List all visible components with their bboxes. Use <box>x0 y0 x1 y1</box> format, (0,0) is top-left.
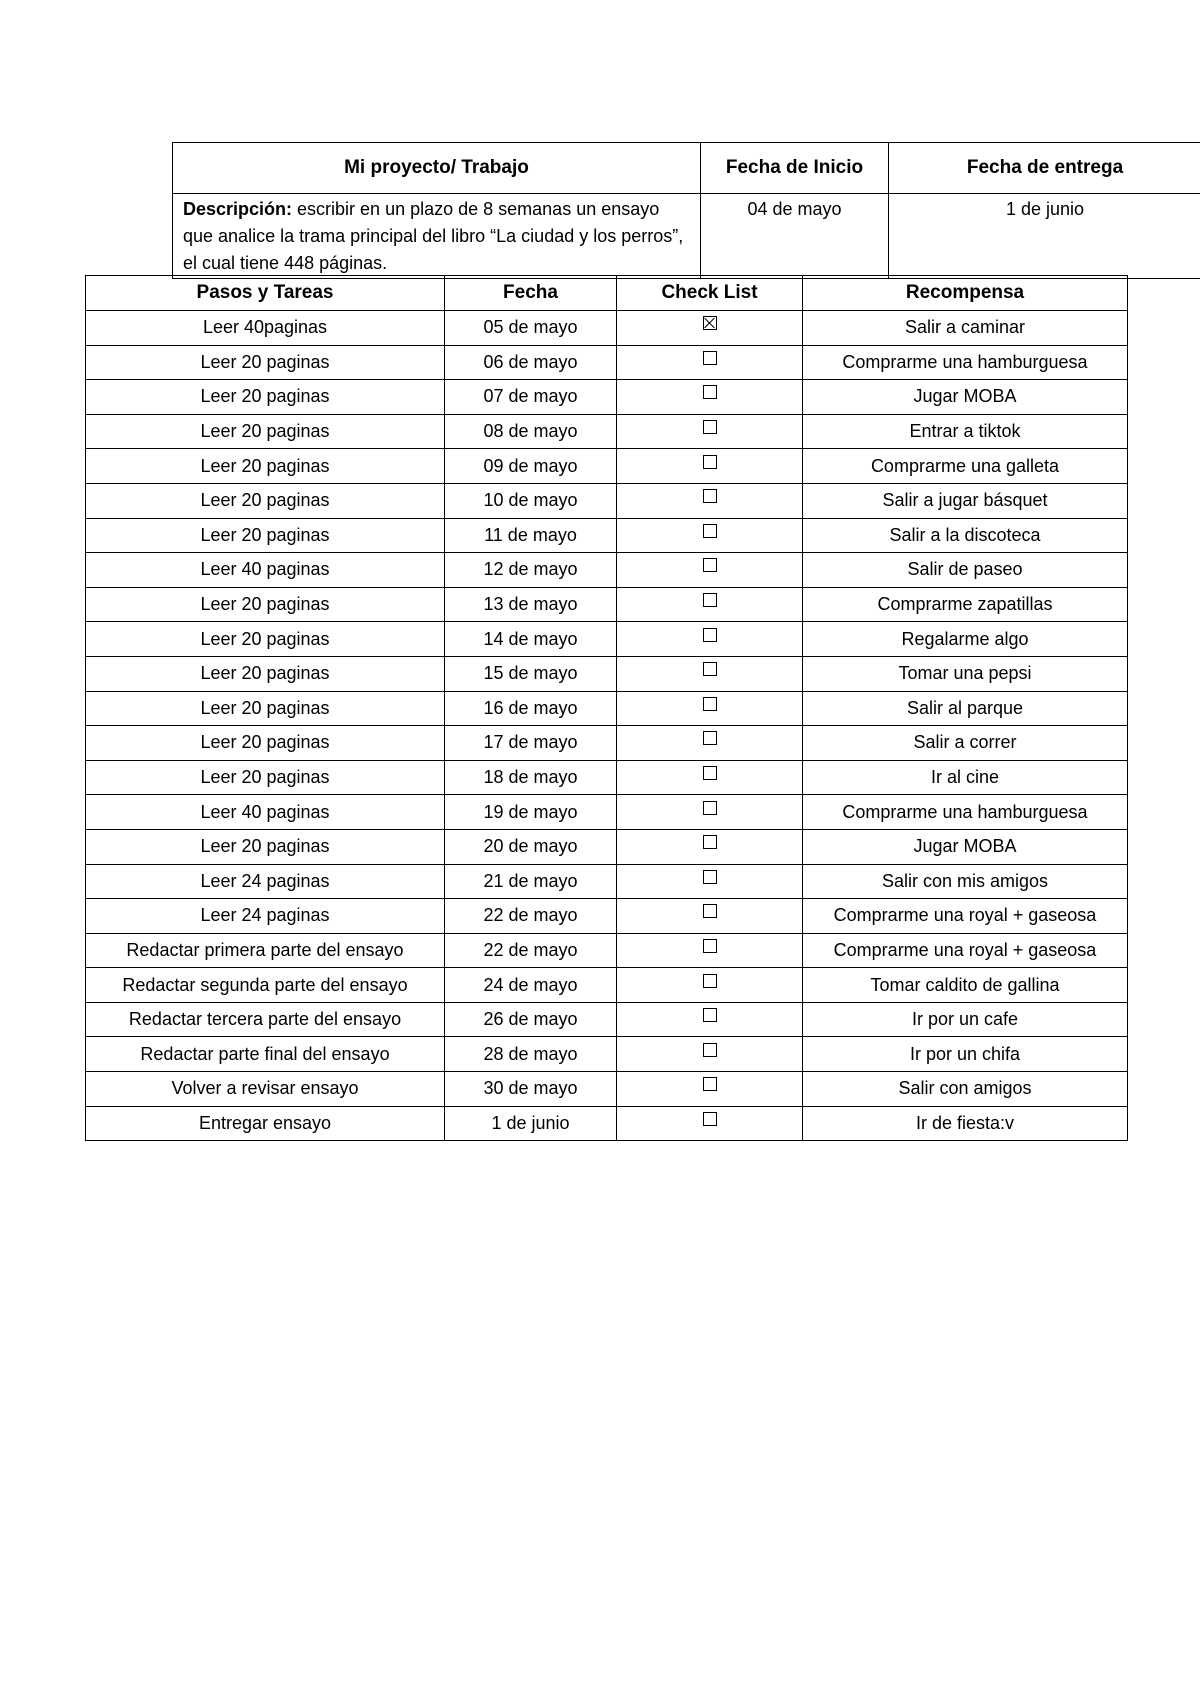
task-check-cell <box>617 587 803 622</box>
unchecked-checkbox[interactable] <box>703 628 717 642</box>
unchecked-checkbox[interactable] <box>703 766 717 780</box>
table-row <box>86 691 1128 726</box>
task-reward: Regalarme algo <box>803 622 1128 657</box>
task-check-cell <box>617 726 803 761</box>
task-date: 14 de mayo <box>445 622 617 657</box>
unchecked-checkbox[interactable] <box>703 524 717 538</box>
unchecked-checkbox[interactable] <box>703 558 717 572</box>
unchecked-checkbox[interactable] <box>703 731 717 745</box>
task-check-cell <box>617 933 803 968</box>
task-date: 12 de mayo <box>445 553 617 588</box>
task-date: 22 de mayo <box>445 933 617 968</box>
table-row <box>86 726 1128 761</box>
task-check-cell <box>617 968 803 1003</box>
task-reward: Entrar a tiktok <box>803 414 1128 449</box>
task-step: Redactar segunda parte del ensayo <box>86 968 445 1003</box>
task-step: Leer 20 paginas <box>86 345 445 380</box>
unchecked-checkbox[interactable] <box>703 420 717 434</box>
due-date-value: 1 de junio <box>889 194 1200 279</box>
table-row <box>86 483 1128 518</box>
table-row <box>86 587 1128 622</box>
description-text: escribir en un plazo de 8 semanas un ensayo que analice la trama principal del libro “La ciudad y los perros”, el cual tiene 448 páginas. <box>183 199 684 273</box>
project-header-row <box>173 143 1200 194</box>
task-reward: Jugar MOBA <box>803 829 1128 864</box>
project-detail-row <box>173 194 1200 279</box>
task-date: 13 de mayo <box>445 587 617 622</box>
table-row <box>86 449 1128 484</box>
task-step: Leer 20 paginas <box>86 726 445 761</box>
table-row <box>86 864 1128 899</box>
table-row <box>86 829 1128 864</box>
unchecked-checkbox[interactable] <box>703 1077 717 1091</box>
unchecked-checkbox[interactable] <box>703 870 717 884</box>
task-date: 28 de mayo <box>445 1037 617 1072</box>
task-check-cell <box>617 311 803 346</box>
table-row <box>86 380 1128 415</box>
task-date: 26 de mayo <box>445 1002 617 1037</box>
task-step: Redactar parte final del ensayo <box>86 1037 445 1072</box>
task-step: Leer 40 paginas <box>86 553 445 588</box>
task-step: Redactar primera parte del ensayo <box>86 933 445 968</box>
unchecked-checkbox[interactable] <box>703 593 717 607</box>
task-check-cell <box>617 829 803 864</box>
task-step: Leer 20 paginas <box>86 483 445 518</box>
task-date: 05 de mayo <box>445 311 617 346</box>
task-step: Leer 24 paginas <box>86 864 445 899</box>
table-row <box>86 1106 1128 1141</box>
task-reward: Comprarme zapatillas <box>803 587 1128 622</box>
task-date: 20 de mayo <box>445 829 617 864</box>
table-row <box>86 1037 1128 1072</box>
unchecked-checkbox[interactable] <box>703 1043 717 1057</box>
table-row <box>86 656 1128 691</box>
checked-checkbox[interactable] <box>703 316 717 330</box>
task-reward: Salir a la discoteca <box>803 518 1128 553</box>
task-reward: Salir con mis amigos <box>803 864 1128 899</box>
task-check-cell <box>617 622 803 657</box>
task-date: 24 de mayo <box>445 968 617 1003</box>
task-reward: Salir a jugar básquet <box>803 483 1128 518</box>
unchecked-checkbox[interactable] <box>703 835 717 849</box>
task-check-cell <box>617 899 803 934</box>
task-reward: Ir al cine <box>803 760 1128 795</box>
task-reward: Salir de paseo <box>803 553 1128 588</box>
start-date-header: Fecha de Inicio <box>701 143 889 194</box>
task-reward: Salir al parque <box>803 691 1128 726</box>
tasks-body <box>86 311 1128 1141</box>
task-check-cell <box>617 1072 803 1107</box>
table-row <box>86 414 1128 449</box>
due-date-header: Fecha de entrega <box>889 143 1200 194</box>
unchecked-checkbox[interactable] <box>703 455 717 469</box>
task-date: 08 de mayo <box>445 414 617 449</box>
date-column-header: Fecha <box>445 276 617 311</box>
task-date: 06 de mayo <box>445 345 617 380</box>
unchecked-checkbox[interactable] <box>703 489 717 503</box>
task-date: 22 de mayo <box>445 899 617 934</box>
task-date: 21 de mayo <box>445 864 617 899</box>
table-row <box>86 899 1128 934</box>
task-check-cell <box>617 864 803 899</box>
task-reward: Ir por un chifa <box>803 1037 1128 1072</box>
project-title-header: Mi proyecto/ Trabajo <box>173 143 701 194</box>
task-step: Leer 20 paginas <box>86 760 445 795</box>
task-check-cell <box>617 656 803 691</box>
task-reward: Ir por un cafe <box>803 1002 1128 1037</box>
start-date-value: 04 de mayo <box>701 194 889 279</box>
table-row <box>86 622 1128 657</box>
table-row <box>86 553 1128 588</box>
unchecked-checkbox[interactable] <box>703 385 717 399</box>
task-reward: Salir a correr <box>803 726 1128 761</box>
task-check-cell <box>617 414 803 449</box>
task-reward: Comprarme una royal + gaseosa <box>803 899 1128 934</box>
task-date: 30 de mayo <box>445 1072 617 1107</box>
task-step: Leer 20 paginas <box>86 656 445 691</box>
task-reward: Comprarme una hamburguesa <box>803 795 1128 830</box>
task-step: Redactar tercera parte del ensayo <box>86 1002 445 1037</box>
task-check-cell <box>617 795 803 830</box>
task-date: 19 de mayo <box>445 795 617 830</box>
table-row <box>86 1002 1128 1037</box>
description-label: Descripción: <box>183 199 293 219</box>
task-step: Leer 20 paginas <box>86 829 445 864</box>
table-row <box>86 968 1128 1003</box>
unchecked-checkbox[interactable] <box>703 351 717 365</box>
task-check-cell <box>617 1106 803 1141</box>
task-date: 18 de mayo <box>445 760 617 795</box>
task-check-cell <box>617 380 803 415</box>
description-cell <box>173 194 701 279</box>
task-step: Leer 24 paginas <box>86 899 445 934</box>
task-check-cell <box>617 345 803 380</box>
task-reward: Comprarme una hamburguesa <box>803 345 1128 380</box>
unchecked-checkbox[interactable] <box>703 1112 717 1126</box>
task-check-cell <box>617 1002 803 1037</box>
task-reward: Salir a caminar <box>803 311 1128 346</box>
task-date: 15 de mayo <box>445 656 617 691</box>
task-step: Volver a revisar ensayo <box>86 1072 445 1107</box>
reward-column-header: Recompensa <box>803 276 1128 311</box>
task-step: Leer 20 paginas <box>86 518 445 553</box>
task-reward: Jugar MOBA <box>803 380 1128 415</box>
task-step: Leer 20 paginas <box>86 414 445 449</box>
task-check-cell <box>617 760 803 795</box>
task-reward: Ir de fiesta:v <box>803 1106 1128 1141</box>
task-date: 16 de mayo <box>445 691 617 726</box>
unchecked-checkbox[interactable] <box>703 974 717 988</box>
task-step: Leer 40 paginas <box>86 795 445 830</box>
task-step: Leer 40paginas <box>86 311 445 346</box>
step-column-header: Pasos y Tareas <box>86 276 445 311</box>
unchecked-checkbox[interactable] <box>703 904 717 918</box>
task-check-cell <box>617 553 803 588</box>
task-check-cell <box>617 1037 803 1072</box>
task-step: Leer 20 paginas <box>86 449 445 484</box>
tasks-header-row <box>86 276 1128 311</box>
unchecked-checkbox[interactable] <box>703 1008 717 1022</box>
project-table <box>172 142 1200 279</box>
task-reward: Comprarme una royal + gaseosa <box>803 933 1128 968</box>
table-row <box>86 933 1128 968</box>
task-date: 10 de mayo <box>445 483 617 518</box>
unchecked-checkbox[interactable] <box>703 697 717 711</box>
table-row <box>86 518 1128 553</box>
task-step: Entregar ensayo <box>86 1106 445 1141</box>
task-reward: Salir con amigos <box>803 1072 1128 1107</box>
tasks-table <box>85 275 1128 1141</box>
table-row <box>86 795 1128 830</box>
check-column-header: Check List <box>617 276 803 311</box>
task-check-cell <box>617 483 803 518</box>
table-row <box>86 760 1128 795</box>
table-row <box>86 345 1128 380</box>
task-date: 1 de junio <box>445 1106 617 1141</box>
unchecked-checkbox[interactable] <box>703 939 717 953</box>
task-reward: Tomar caldito de gallina <box>803 968 1128 1003</box>
task-date: 11 de mayo <box>445 518 617 553</box>
table-row <box>86 1072 1128 1107</box>
task-step: Leer 20 paginas <box>86 380 445 415</box>
task-step: Leer 20 paginas <box>86 691 445 726</box>
task-reward: Tomar una pepsi <box>803 656 1128 691</box>
task-check-cell <box>617 449 803 484</box>
unchecked-checkbox[interactable] <box>703 662 717 676</box>
task-date: 17 de mayo <box>445 726 617 761</box>
task-check-cell <box>617 518 803 553</box>
table-row <box>86 311 1128 346</box>
task-step: Leer 20 paginas <box>86 587 445 622</box>
task-check-cell <box>617 691 803 726</box>
task-date: 09 de mayo <box>445 449 617 484</box>
task-reward: Comprarme una galleta <box>803 449 1128 484</box>
task-date: 07 de mayo <box>445 380 617 415</box>
unchecked-checkbox[interactable] <box>703 801 717 815</box>
task-step: Leer 20 paginas <box>86 622 445 657</box>
